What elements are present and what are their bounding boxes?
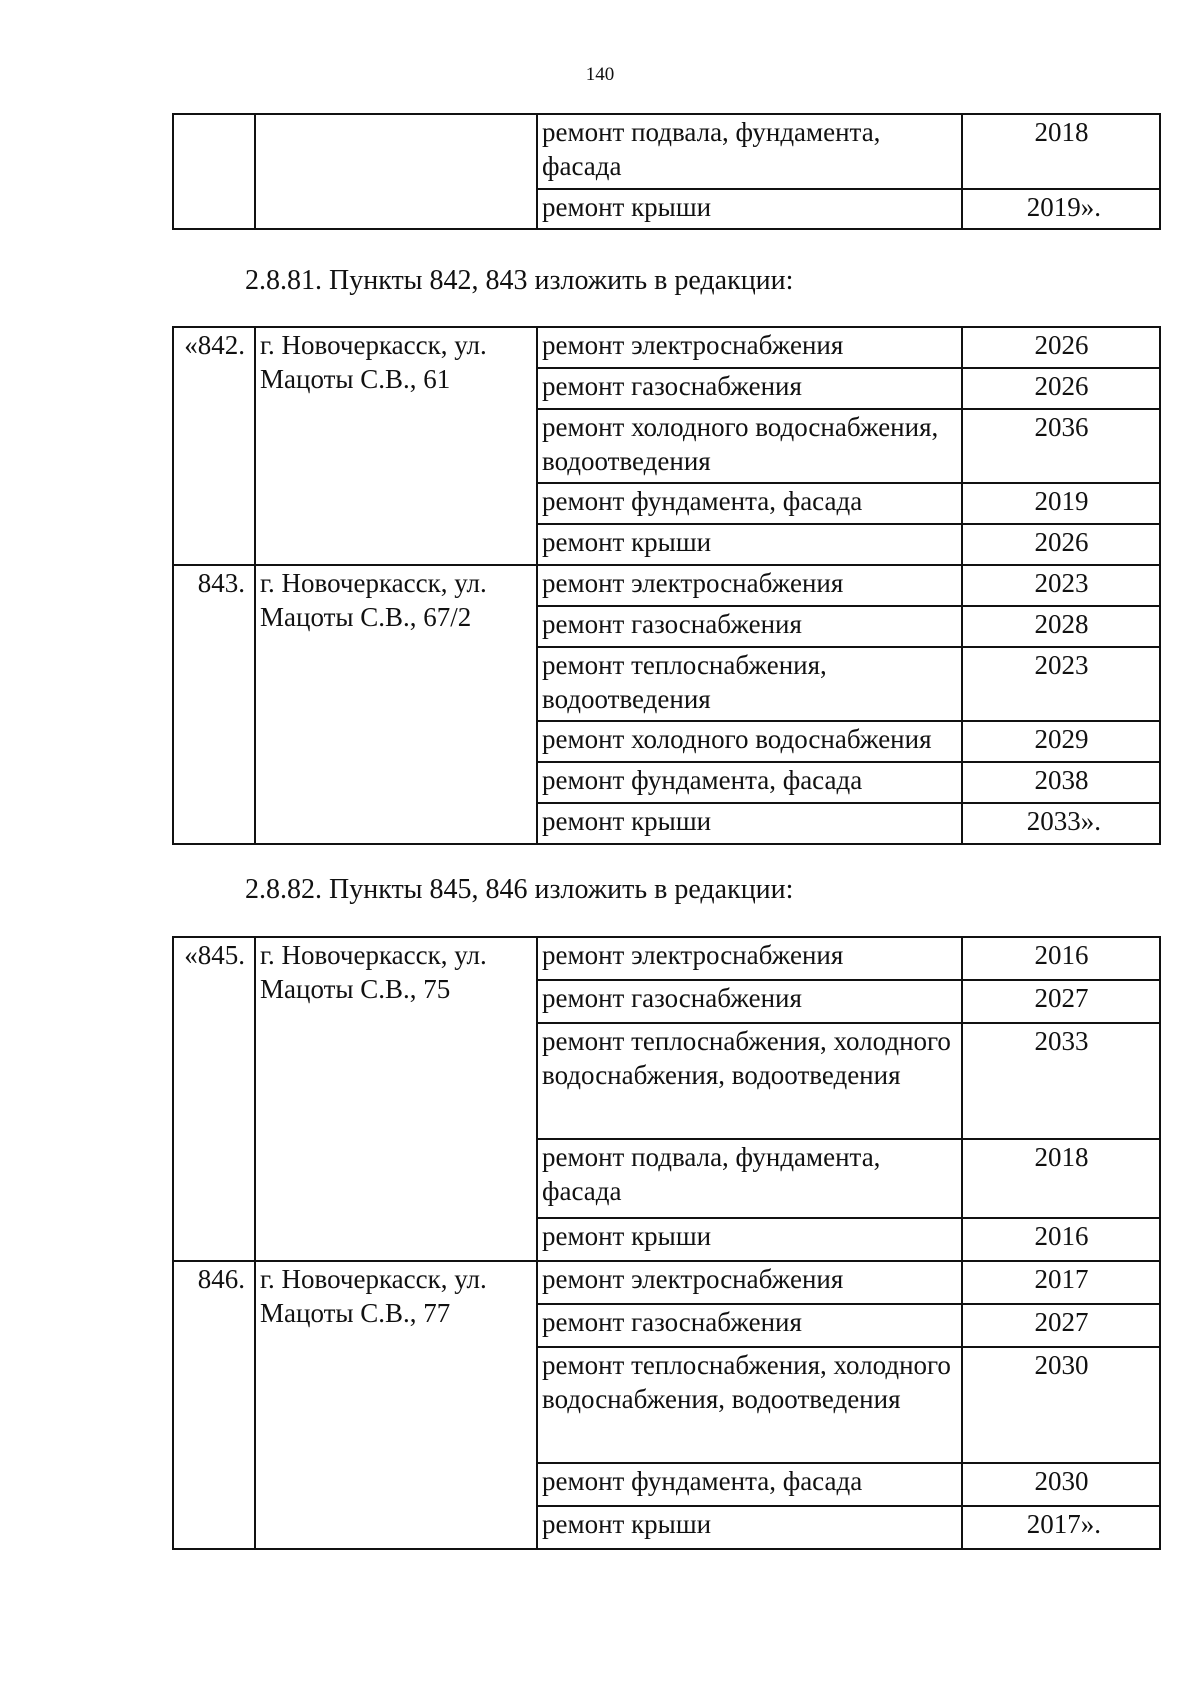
work-cell: ремонт электроснабжения xyxy=(537,327,962,368)
continuation-table xyxy=(172,113,1161,230)
table-row xyxy=(173,565,1160,606)
work-cell: ремонт крыши xyxy=(537,1506,962,1549)
work-cell: ремонт газоснабжения xyxy=(537,1304,962,1347)
year-cell: 2029 xyxy=(962,721,1160,762)
items-table xyxy=(172,326,1161,845)
year-cell: 2026 xyxy=(962,327,1160,368)
item-number: «845. xyxy=(173,937,255,1261)
year-cell: 2027 xyxy=(962,1304,1160,1347)
work-cell: ремонт холодного водоснабжения, водоотведения xyxy=(537,409,962,483)
work-cell: ремонт газоснабжения xyxy=(537,980,962,1023)
work-cell: ремонт электроснабжения xyxy=(537,1261,962,1304)
year-cell: 2016 xyxy=(962,1218,1160,1261)
items-table xyxy=(172,936,1161,1550)
year-cell: 2027 xyxy=(962,980,1160,1023)
work-cell: ремонт электроснабжения xyxy=(537,937,962,980)
year-cell: 2030 xyxy=(962,1347,1160,1463)
year-cell: 2033 xyxy=(962,1023,1160,1139)
address-cell xyxy=(255,114,537,229)
item-address: г. Новочеркасск, ул. Мацоты С.В., 67/2 xyxy=(255,565,537,844)
table-row xyxy=(173,1261,1160,1304)
year-cell: 2019 xyxy=(962,483,1160,524)
work-cell: ремонт теплоснабжения, водоотведения xyxy=(537,647,962,721)
item-number: 846. xyxy=(173,1261,255,1549)
year-cell: 2026 xyxy=(962,524,1160,565)
work-cell: ремонт фундамента, фасада xyxy=(537,483,962,524)
item-address: г. Новочеркасск, ул. Мацоты С.В., 77 xyxy=(255,1261,537,1549)
year-cell: 2033». xyxy=(962,803,1160,844)
work-cell: ремонт холодного водоснабжения xyxy=(537,721,962,762)
year-cell: 2030 xyxy=(962,1463,1160,1506)
work-cell: ремонт крыши xyxy=(537,189,962,229)
year-cell: 2023 xyxy=(962,565,1160,606)
year-cell: 2023 xyxy=(962,647,1160,721)
item-number-cell xyxy=(173,114,255,229)
year-cell: 2018 xyxy=(962,114,1160,189)
year-cell: 2019». xyxy=(962,189,1160,229)
item-number: 843. xyxy=(173,565,255,844)
work-cell: ремонт фундамента, фасада xyxy=(537,762,962,803)
year-cell: 2038 xyxy=(962,762,1160,803)
work-cell: ремонт теплоснабжения, холодного водоснабжения, водоотведения xyxy=(537,1347,962,1463)
work-cell: ремонт газоснабжения xyxy=(537,606,962,647)
work-cell: ремонт фундамента, фасада xyxy=(537,1463,962,1506)
year-cell: 2026 xyxy=(962,368,1160,409)
year-cell: 2017». xyxy=(962,1506,1160,1549)
year-cell: 2018 xyxy=(962,1139,1160,1218)
work-cell: ремонт крыши xyxy=(537,1218,962,1261)
year-cell: 2017 xyxy=(962,1261,1160,1304)
table-row xyxy=(173,114,1160,189)
work-cell: ремонт подвала, фундамента, фасада xyxy=(537,1139,962,1218)
work-cell: ремонт крыши xyxy=(537,524,962,565)
table-row xyxy=(173,327,1160,368)
work-cell: ремонт газоснабжения xyxy=(537,368,962,409)
year-cell: 2016 xyxy=(962,937,1160,980)
work-cell: ремонт электроснабжения xyxy=(537,565,962,606)
work-cell: ремонт крыши xyxy=(537,803,962,844)
section-heading: 2.8.81. Пункты 842, 843 изложить в редакции: xyxy=(245,265,794,296)
table-row xyxy=(173,937,1160,980)
section-heading: 2.8.82. Пункты 845, 846 изложить в редакции: xyxy=(245,874,794,905)
item-number: «842. xyxy=(173,327,255,565)
work-cell: ремонт теплоснабжения, холодного водоснабжения, водоотведения xyxy=(537,1023,962,1139)
item-address: г. Новочеркасск, ул. Мацоты С.В., 75 xyxy=(255,937,537,1261)
year-cell: 2028 xyxy=(962,606,1160,647)
item-address: г. Новочеркасск, ул. Мацоты С.В., 61 xyxy=(255,327,537,565)
year-cell: 2036 xyxy=(962,409,1160,483)
page-number: 140 xyxy=(585,64,615,85)
work-cell: ремонт подвала, фундамента, фасада xyxy=(537,114,962,189)
